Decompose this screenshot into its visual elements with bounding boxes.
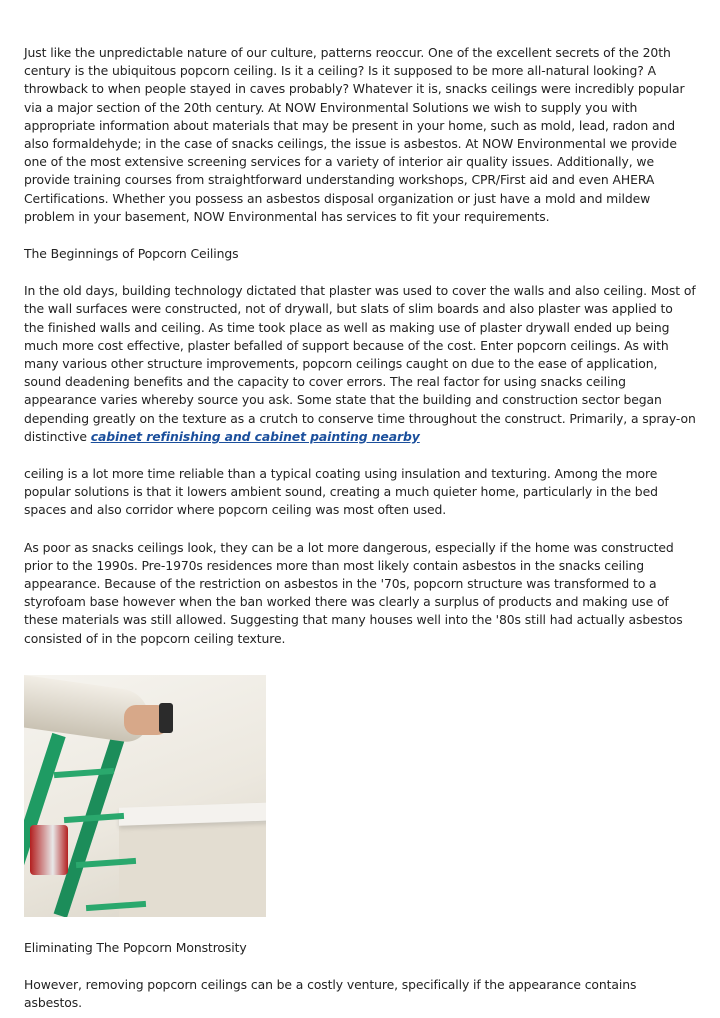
beginnings-paragraph (24, 282, 696, 446)
intro-paragraph: Just like the unpredictable nature of our culture, patterns reoccur. One of the excellent secrets of the 20th century is the ubiquitous popcorn ceiling. Is it a ceiling? Is it supposed to be more all-natural looking? A throwback to when people stayed in caves probably? Whatever it is, snacks ceilings were incredibly popular via a major section of the 20th century. At NOW Environmental Solutions we wish to supply you with appropriate information about materials that may be present in your home, such as mold, lead, radon and also formaldehyde; in the case of snacks ceilings, the issue is asbestos. At NOW Environmental we provide one of the most extensive screening services for a variety of interior air quality issues. Additionally, we provide training courses from straightforward understanding workshops, CPR/First aid and even AHERA Certifications. Whether you possess an asbestos disposal organization or just have a mold and mildew problem in your basement, NOW Environmental has services to fit your requirements. (24, 45, 685, 224)
article-body (24, 44, 696, 1013)
asbestos-paragraph: As poor as snacks ceilings look, they can be a lot more dangerous, especially if the home was constructed prior to the 1990s. Pre-1970s residences more than most likely contain asbestos in the snacks ceiling appearance. Because of the restriction on asbestos in the '70s, popcorn structure was transformed to a styrofoam base however when the ban worked there was clearly a surplus of products and making use of these materials was still allowed. Suggesting that many houses well into the '80s still had actually asbestos consisted of in the popcorn ceiling texture. (24, 539, 683, 646)
section-heading-beginnings: The Beginnings of Popcorn Ceilings (24, 246, 239, 262)
ceiling-paragraph: ceiling is a lot more time reliable than a typical coating using insulation and texturing. Among the more popular solutions is that it lowers ambient sound, creating a much quieter home, particularly in the bed spaces and also corridor where popcorn ceiling was most often used. (24, 466, 658, 518)
section-heading-eliminating: Eliminating The Popcorn Monstrosity (24, 939, 247, 955)
painter-ladder-image (24, 675, 266, 917)
cabinet-refinishing-link[interactable]: cabinet refinishing and cabinet painting nearby (90, 428, 420, 444)
beginnings-text: In the old days, building technology dictated that plaster was used to cover the walls and also ceiling. Most of the wall surfaces were constructed, not of drywall, but slats of slim boards and also plaster was applied to the finished walls and ceiling. As time took place as well as making use of plaster drywall ended up being much more cost effective, plaster befalled of support because of the cost. Enter popcorn ceilings. As with many various other structure improvements, popcorn ceilings caught on due to the ease of application, sound deadening benefits and the capacity to cover errors. The real factor for using snacks ceiling appearance varies whereby source you ask. Some state that the building and construction sector began depending greatly on the texture as a crutch to conserve time throughout the construct. Primarily, a spray-on distinctive (24, 283, 696, 444)
removal-paragraph: However, removing popcorn ceilings can be a costly venture, specifically if the appearance contains asbestos. (24, 977, 637, 1011)
